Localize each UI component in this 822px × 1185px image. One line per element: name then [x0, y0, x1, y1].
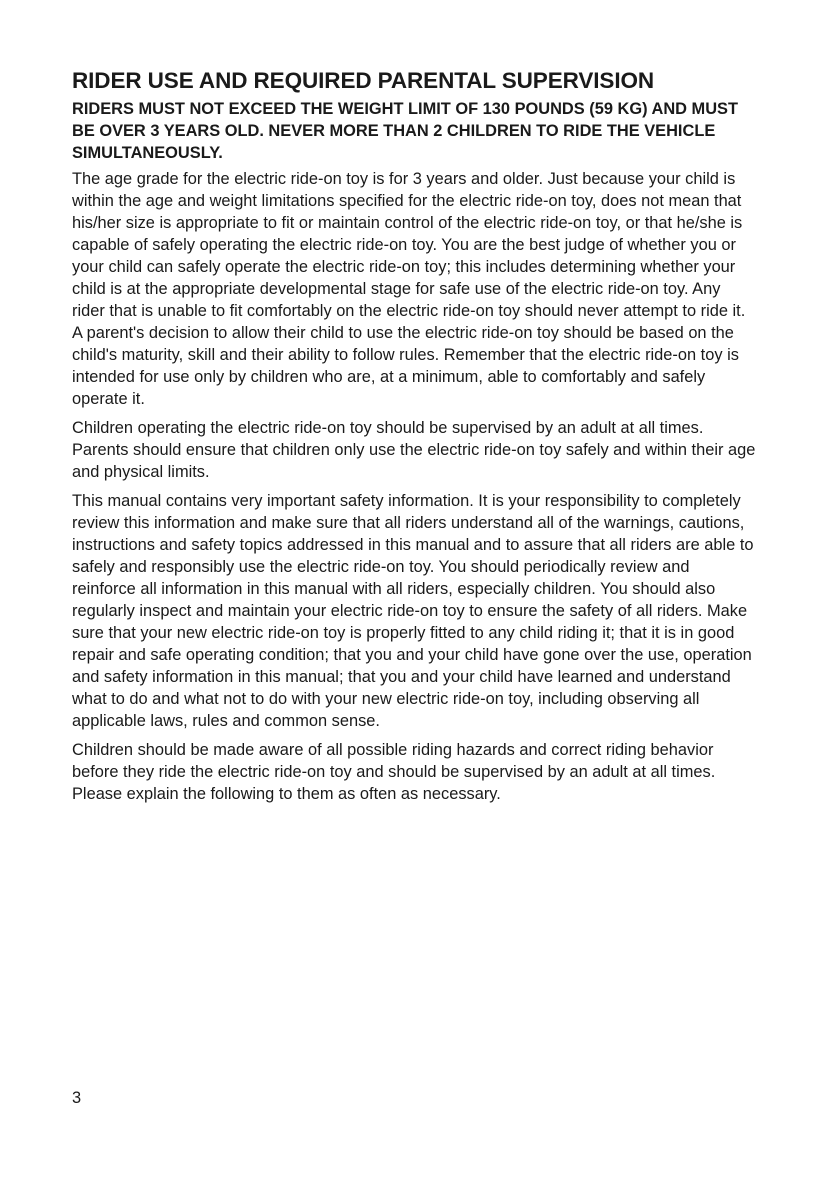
page-number: 3	[72, 1089, 82, 1107]
paragraph-riding-hazards: Children should be made aware of all possible riding hazards and correct riding behavior before they ride the electric ride-on toy and should be supervised by an adult at all times. Please explain the following to them as often as necessary.	[72, 741, 716, 803]
section-title: RIDER USE AND REQUIRED PARENTAL SUPERVISION	[72, 68, 655, 93]
document-page	[72, 66, 756, 812]
paragraph-manual-responsibility: This manual contains very important safety information. It is your responsibility to completely review this information and make sure that all riders understand all of the warnings, cautions, instructions and safety topics addressed in this manual and to assure that all riders are able to safely and responsibly use the electric ride-on toy. You should periodically review and reinforce all information in this manual with all riders, especially children. You should also regularly inspect and maintain your electric ride-on toy to ensure the safety of all riders. Make sure that your new electric ride-on toy is properly fitted to any child riding it; that it is in good repair and safe operating condition; that you and your child have gone over the use, operation and safety information in this manual; that you and your child have learned and understand what to do and what not to do with your new electric ride-on toy, including observing all applicable laws, rules and common sense.	[72, 492, 754, 730]
weight-age-warning: RIDERS MUST NOT EXCEED THE WEIGHT LIMIT OF 130 POUNDS (59 KG) AND MUST BE OVER 3 YEARS OLD. NEVER MORE THAN 2 CHILDREN TO RIDE THE VEHICLE SIMULTANEOUSLY.	[72, 100, 738, 162]
paragraph-age-grade: The age grade for the electric ride-on toy is for 3 years and older. Just because your child is within the age and weight limitations specified for the electric ride-on toy, does not mean that his/her size is appropriate to fit or maintain control of the electric ride-on toy, or that he/she is capable of safely operating the electric ride-on toy. You are the best judge of whether you or your child can safely operate the electric ride-on toy; this includes determining whether your child is at the appropriate developmental stage for safe use of the electric ride-on toy. Any rider that is unable to fit comfortably on the electric ride-on toy should never attempt to ride it. A parent's decision to allow their child to use the electric ride-on toy should be based on the child's maturity, skill and their ability to follow rules. Remember that the electric ride-on toy is intended for use only by children who are, at a minimum, able to comfortably and safely operate it.	[72, 170, 746, 408]
paragraph-supervision: Children operating the electric ride-on toy should be supervised by an adult at all times. Parents should ensure that children only use the electric ride-on toy safely and within their age and physical limits.	[72, 419, 756, 481]
